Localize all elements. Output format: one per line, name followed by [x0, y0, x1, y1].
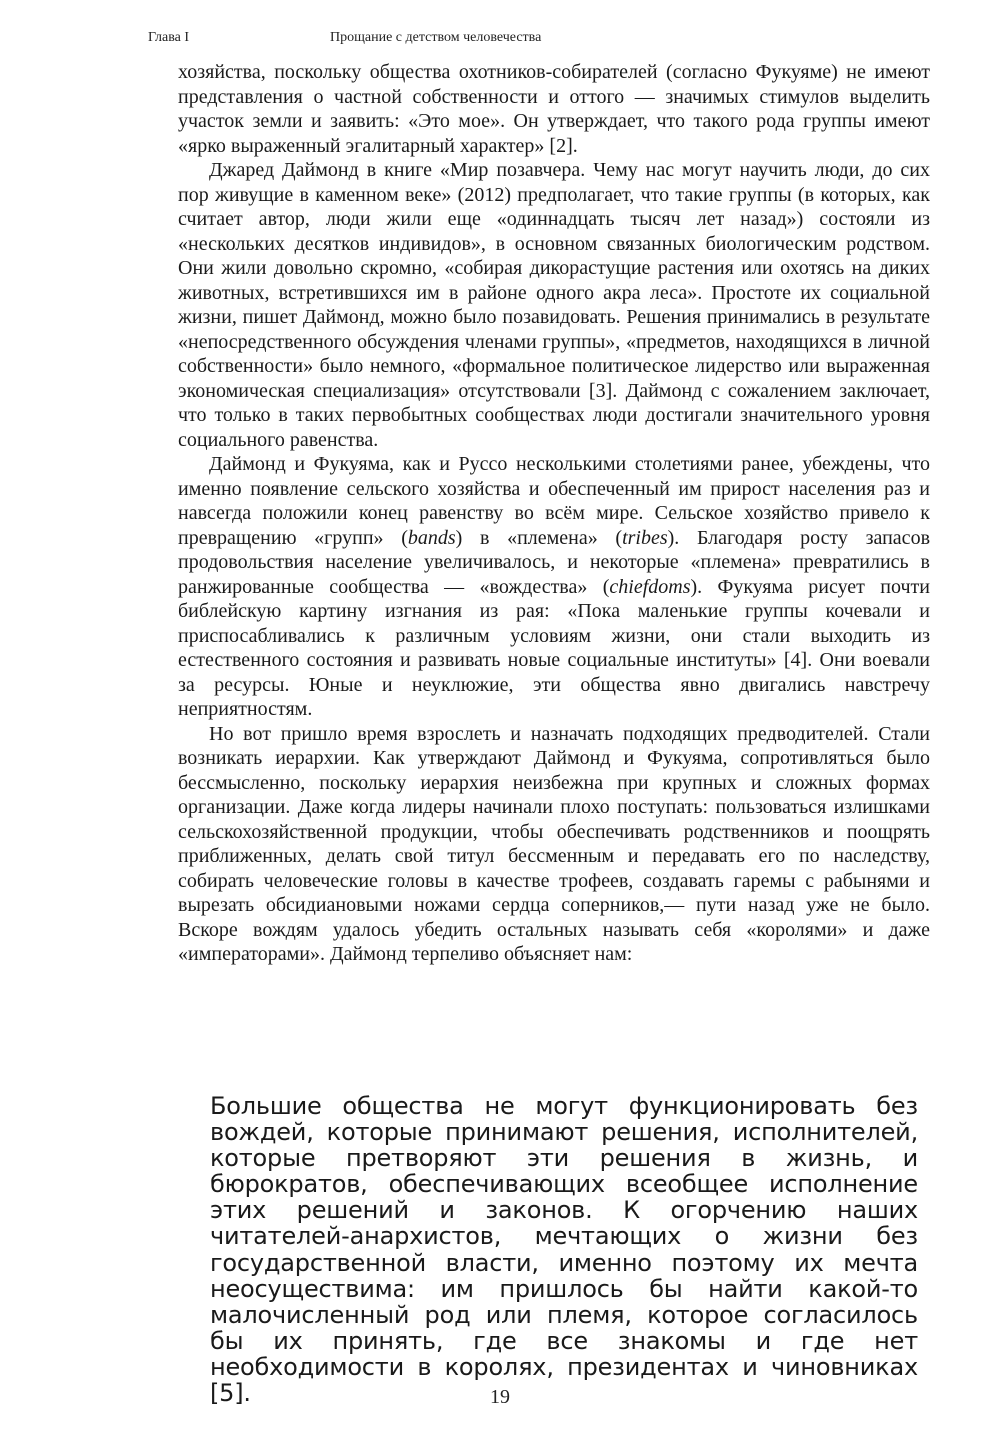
term-bands: bands: [407, 526, 456, 549]
term-tribes: tribes: [622, 526, 668, 549]
block-quote: Большие общества не могут функционировать без вождей, которые принимают решения, исполнителей, которые претворяют эти решения в жизнь, и бюрократов, обеспечивающих всеобщее исполнение этих решений и законов. К огорчению наших читателей-анархистов, мечтающих о жизни без государственной власти, именно поэтому их мечта неосуществима: им пришлось бы найти какой-то малочисленный род или племя, которое согласилось бы их принять, где все знакомы и где нет необходимости в королях, президентах и чиновниках [5].: [210, 1092, 918, 1408]
paragraph-text: ). Фукуяма рисует почти библейскую картину изгнания из рая: «Пока маленькие группы кочевали и приспосабливались к различным условиям жизни, они стали выходить из естественного состояния и развивать новые социальные институты» [4]. Они воевали за ресурсы. Юные и неуклюжие, эти общества явно двигались навстречу неприятностям.: [178, 575, 930, 720]
paragraph-diamond-book: Джаред Даймонд в книге «Мир позавчера. Чему нас могут научить люди, до сих пор живущие в каменном веке» (2012) предполагает, что такие группы (в которых, как считает автор, люди жили еще «одиннадцать тысяч лет назад») состояли из «нескольких десятков индивидов», в основном связанных биологическим родством. Они жили довольно скромно, «собирая дикорастущие растения или охотясь на диких животных, встретившихся им в районе одного акра леса». Простоте их социальной жизни, пишет Даймонд, можно было позавидовать. Решения принимались в результате «непосредственного обсуждения членами группы», «предметов, находящихся в личной собственности» было немного, «формальное политическое лидерство или выраженная экономическая специализация» отсутствовали [3]. Даймонд с сожалением заключает, что только в таких первобытных сообществах люди достигали значительного уровня социального равенства.: [178, 159, 930, 451]
paragraph-agriculture: [178, 452, 930, 722]
paragraph-text: ). Благодаря росту запасов продовольствия население увеличивалось, и некоторые «племена» превратились в ранжированные сообщества — «вождества» (: [178, 526, 931, 598]
paragraph-continued: хозяйства, поскольку общества охотников-собирателей (согласно Фукуяме) не имеют представления о частной собственности и оттого — значимых стимулов выделить участок земли и заявить: «Это мое». Он утверждает, что такого рода группы имеют «ярко выраженный эгалитарный характер» [2].: [178, 61, 930, 157]
chapter-label: Глава I: [148, 30, 190, 45]
term-chiefdoms: chiefdoms: [609, 575, 691, 598]
paragraph-hierarchy: Но вот пришло время взрослеть и назначать подходящих предводителей. Стали возникать иерархии. Как утверждают Даймонд и Фукуяма, сопротивляться было бессмысленно, поскольку иерархия неизбежна при крупных и сложных формах организации. Даже когда лидеры начинали плохо поступать: пользоваться излишками сельскохозяйственной продукции, чтобы обеспечивать родственников и поощрять приближенных, делать свой титул бессменным и передавать его по наследству, собирать человеческие головы в качестве трофеев, создавать гаремы с рабынями и вырезать обсидиановыми ножами сердца соперников,— пути назад уже не было. Вскоре вождям удалось убедить остальных называть себя «королями» и даже «императорами». Даймонд терпеливо объясняет нам:: [178, 722, 930, 965]
running-header: [0, 30, 1000, 54]
paragraph-text: ) в «племена» (: [455, 526, 623, 549]
running-title: Прощание с детством человечества: [330, 30, 542, 45]
paragraph-text: Даймонд и Фукуяма, как и Руссо несколькими столетиями ранее, убеждены, что именно появление сельского хозяйства и обеспеченный им прирост населения раз и навсегда положили конец равенству во всём мире. Сельское хозяйство привело к превращению «групп» (: [178, 453, 930, 549]
page-number: 19: [490, 1386, 510, 1408]
body-text: [178, 60, 930, 967]
